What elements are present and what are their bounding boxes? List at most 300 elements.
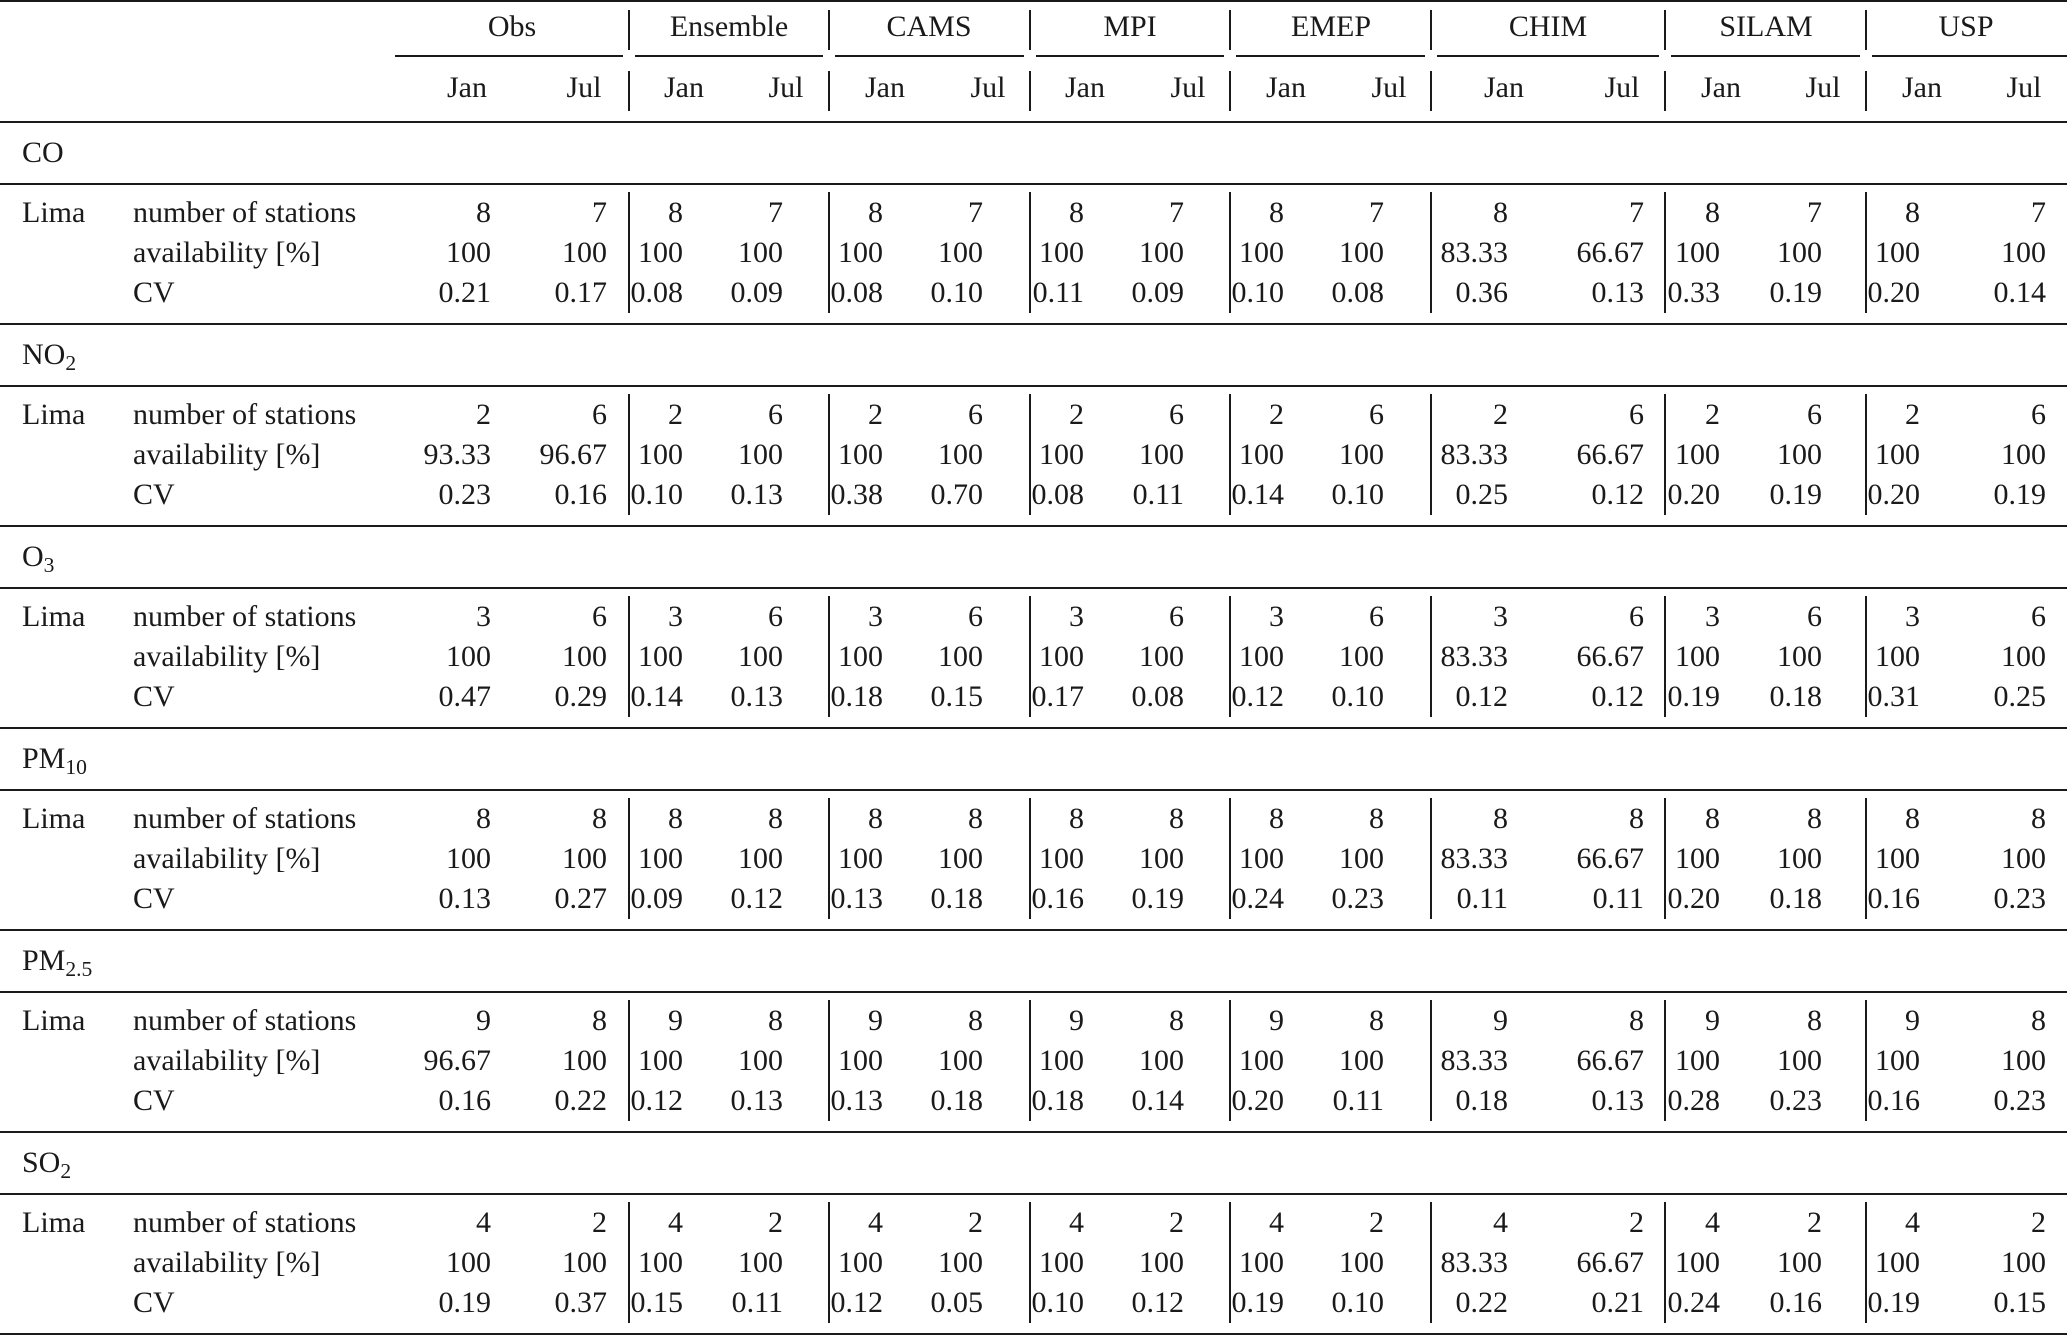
table-cell: 100 — [738, 1044, 783, 1077]
data-separator — [1664, 1000, 1666, 1121]
table-cell: 0.14 — [1993, 276, 2046, 309]
table-cell: 0.37 — [554, 1286, 607, 1319]
data-separator — [1229, 798, 1231, 919]
table-cell: 0.21 — [1591, 1286, 1644, 1319]
table-cell: 2 — [592, 1206, 607, 1239]
table-cell: 9 — [668, 1004, 683, 1037]
table-cell: 3 — [1905, 600, 1920, 633]
metric-label: number of stations — [133, 398, 357, 431]
table-cell: 6 — [968, 600, 983, 633]
table-cell: 2 — [1369, 1206, 1384, 1239]
table-cell: 100 — [1239, 640, 1284, 673]
data-separator — [1664, 192, 1666, 313]
table-cell: 83.33 — [1440, 842, 1508, 875]
table-cell: 100 — [1139, 1044, 1184, 1077]
table-cell: 100 — [2001, 1044, 2046, 1077]
table-cell: 0.18 — [1031, 1084, 1084, 1117]
data-separator — [1865, 1202, 1867, 1323]
table-cell: 100 — [638, 640, 683, 673]
table-cell: 100 — [1039, 236, 1084, 269]
table-cell: 66.67 — [1576, 842, 1644, 875]
data-separator — [1229, 596, 1231, 717]
table-cell: 0.19 — [1993, 478, 2046, 511]
metric-label: availability [%] — [133, 640, 321, 673]
table-cell: 6 — [2031, 600, 2046, 633]
table-cell: 100 — [638, 1044, 683, 1077]
table-cell: 83.33 — [1440, 236, 1508, 269]
table-cell: 6 — [1629, 600, 1644, 633]
table-cell: 7 — [1807, 196, 1822, 229]
month-header-jan: Jan — [1701, 71, 1741, 104]
table-cell: 83.33 — [1440, 438, 1508, 471]
table-cell: 0.15 — [630, 1286, 683, 1319]
table-cell: 100 — [1339, 640, 1384, 673]
table-cell: 100 — [1239, 438, 1284, 471]
table-cell: 100 — [1239, 1044, 1284, 1077]
table-cell: 9 — [476, 1004, 491, 1037]
table-cell: 100 — [638, 236, 683, 269]
table-cell: 0.29 — [554, 680, 607, 713]
table-cell: 6 — [592, 600, 607, 633]
table-cell: 100 — [1777, 842, 1822, 875]
section-bottom-rule — [0, 525, 2067, 527]
table-cell: 2 — [1169, 1206, 1184, 1239]
table-cell: 8 — [668, 802, 683, 835]
month-header-jul: Jul — [768, 71, 804, 104]
table-cell: 0.09 — [630, 882, 683, 915]
column-group-header: USP — [1938, 10, 1994, 43]
data-separator — [1430, 394, 1432, 515]
table-cell: 66.67 — [1576, 236, 1644, 269]
table-cell: 100 — [838, 236, 883, 269]
pollutant-subscript: 2.5 — [65, 957, 93, 982]
month-separator — [1865, 71, 1867, 111]
site-label: Lima — [22, 802, 86, 835]
pollutant-heading — [22, 338, 77, 376]
table-cell: 8 — [1369, 802, 1384, 835]
table-cell: 0.38 — [830, 478, 883, 511]
table-cell: 3 — [1069, 600, 1084, 633]
table-cell: 2 — [768, 1206, 783, 1239]
table-cell: 100 — [1139, 438, 1184, 471]
table-cell: 6 — [1807, 398, 1822, 431]
section-bottom-rule — [0, 929, 2067, 931]
metric-label: availability [%] — [133, 842, 321, 875]
table-cell: 0.12 — [1455, 680, 1508, 713]
table-cell: 8 — [1629, 802, 1644, 835]
table-cell: 100 — [1239, 1246, 1284, 1279]
table-cell: 0.18 — [930, 1084, 983, 1117]
month-header-jul: Jul — [1170, 71, 1206, 104]
table-cell: 3 — [868, 600, 883, 633]
table-cell: 0.09 — [730, 276, 783, 309]
month-separator — [1430, 71, 1432, 111]
month-header-jan: Jan — [1266, 71, 1306, 104]
table-cell: 0.08 — [1031, 478, 1084, 511]
table-cell: 100 — [1039, 1044, 1084, 1077]
table-cell: 3 — [1705, 600, 1720, 633]
table-cell: 100 — [938, 236, 983, 269]
table-cell: 3 — [476, 600, 491, 633]
data-separator — [828, 1202, 830, 1323]
table-cell: 100 — [562, 236, 607, 269]
table-cell: 0.08 — [1131, 680, 1184, 713]
table-cell: 100 — [938, 1246, 983, 1279]
pollutant-name: SO — [22, 1146, 61, 1179]
table-cell: 9 — [1705, 1004, 1720, 1037]
table-cell: 96.67 — [423, 1044, 491, 1077]
table-cell: 100 — [1139, 640, 1184, 673]
table-cell: 7 — [968, 196, 983, 229]
table-cell: 100 — [446, 236, 491, 269]
group-underline — [1872, 55, 2067, 57]
table-cell: 100 — [1875, 640, 1920, 673]
table-cell: 0.24 — [1231, 882, 1284, 915]
site-label: Lima — [22, 1004, 86, 1037]
metric-label: number of stations — [133, 802, 357, 835]
table-cell: 83.33 — [1440, 640, 1508, 673]
pollutant-subscript: 10 — [65, 755, 87, 780]
header-bottom-rule — [0, 121, 2067, 123]
table-cell: 6 — [1169, 600, 1184, 633]
table-cell: 100 — [1039, 1246, 1084, 1279]
table-cell: 100 — [1675, 438, 1720, 471]
table-cell: 8 — [2031, 1004, 2046, 1037]
table-cell: 0.13 — [830, 882, 883, 915]
group-underline — [635, 55, 823, 57]
table-cell: 0.15 — [930, 680, 983, 713]
table-cell: 0.20 — [1231, 1084, 1284, 1117]
table-cell: 2 — [1807, 1206, 1822, 1239]
month-header-jan: Jan — [447, 71, 487, 104]
table-cell: 100 — [1777, 640, 1822, 673]
table-cell: 100 — [1875, 1246, 1920, 1279]
table-cell: 100 — [1675, 1246, 1720, 1279]
table-cell: 0.19 — [438, 1286, 491, 1319]
table-cell: 0.16 — [438, 1084, 491, 1117]
table-cell: 0.16 — [1769, 1286, 1822, 1319]
section-bottom-rule — [0, 323, 2067, 325]
metric-label: CV — [133, 1084, 175, 1117]
table-cell: 100 — [562, 1246, 607, 1279]
table-cell: 8 — [1807, 802, 1822, 835]
table-cell: 0.14 — [630, 680, 683, 713]
section-rule — [0, 183, 2067, 185]
table-cell: 0.11 — [1132, 478, 1184, 511]
pollutant-heading — [22, 1146, 72, 1184]
table-cell: 8 — [1705, 196, 1720, 229]
table-cell: 100 — [1875, 438, 1920, 471]
metric-label: number of stations — [133, 1206, 357, 1239]
data-separator — [828, 596, 830, 717]
section-rule — [0, 385, 2067, 387]
month-header-jan: Jan — [664, 71, 704, 104]
table-cell: 7 — [1369, 196, 1384, 229]
table-cell: 4 — [476, 1206, 491, 1239]
table-cell: 4 — [1069, 1206, 1084, 1239]
table-cell: 100 — [562, 842, 607, 875]
table-cell: 3 — [668, 600, 683, 633]
header-separator — [828, 10, 830, 50]
data-separator — [1029, 1202, 1031, 1323]
table-cell: 100 — [1675, 640, 1720, 673]
table-cell: 100 — [1875, 842, 1920, 875]
table-cell: 0.25 — [1455, 478, 1508, 511]
table-cell: 100 — [738, 842, 783, 875]
group-underline — [1036, 55, 1224, 57]
section-rule — [0, 991, 2067, 993]
table-cell: 100 — [838, 640, 883, 673]
table-cell: 0.09 — [1131, 276, 1184, 309]
table-cell: 100 — [1139, 842, 1184, 875]
table-cell: 0.11 — [731, 1286, 783, 1319]
table-cell: 0.47 — [438, 680, 491, 713]
table-cell: 100 — [562, 640, 607, 673]
data-separator — [1430, 1202, 1432, 1323]
data-separator — [1430, 1000, 1432, 1121]
data-separator — [1229, 192, 1231, 313]
column-group-header: CHIM — [1508, 10, 1588, 43]
data-separator — [1229, 1000, 1231, 1121]
table-cell: 0.18 — [1769, 882, 1822, 915]
month-separator — [1664, 71, 1666, 111]
table-cell: 100 — [1777, 438, 1822, 471]
table-cell: 100 — [738, 640, 783, 673]
table-cell: 0.18 — [830, 680, 883, 713]
metric-label: availability [%] — [133, 438, 321, 471]
metric-label: CV — [133, 882, 175, 915]
table-cell: 0.08 — [630, 276, 683, 309]
table-cell: 2 — [1493, 398, 1508, 431]
metric-label: availability [%] — [133, 236, 321, 269]
table-cell: 0.10 — [930, 276, 983, 309]
table-cell: 100 — [1339, 1246, 1384, 1279]
table-cell: 7 — [1169, 196, 1184, 229]
table-cell: 100 — [446, 1246, 491, 1279]
data-separator — [1664, 1202, 1666, 1323]
data-separator — [628, 394, 630, 515]
data-separator — [1430, 192, 1432, 313]
table-cell: 2 — [1069, 398, 1084, 431]
table-cell: 0.13 — [730, 478, 783, 511]
table-cell: 8 — [476, 802, 491, 835]
table-cell: 2 — [476, 398, 491, 431]
table-cell: 9 — [1269, 1004, 1284, 1037]
pollutant-subscript: 2 — [60, 1159, 72, 1184]
column-group-header: Ensemble — [669, 10, 789, 43]
table-cell: 8 — [1169, 1004, 1184, 1037]
pollutant-heading — [22, 944, 93, 982]
table-cell: 4 — [868, 1206, 883, 1239]
table-cell: 100 — [1875, 236, 1920, 269]
table-cell: 8 — [2031, 802, 2046, 835]
group-underline — [395, 55, 623, 57]
column-group-header: MPI — [1103, 10, 1157, 43]
table-cell: 100 — [1239, 842, 1284, 875]
group-underline — [1236, 55, 1425, 57]
table-cell: 0.10 — [1331, 1286, 1384, 1319]
table-cell: 0.18 — [1455, 1084, 1508, 1117]
table-cell: 6 — [1169, 398, 1184, 431]
month-header-jul: Jul — [2006, 71, 2042, 104]
table-cell: 0.16 — [1867, 1084, 1920, 1117]
table-cell: 0.20 — [1867, 478, 1920, 511]
data-separator — [828, 1000, 830, 1121]
column-group-header: SILAM — [1719, 10, 1813, 43]
data-separator — [1664, 394, 1666, 515]
table-cell: 8 — [1629, 1004, 1644, 1037]
table-cell: 0.25 — [1993, 680, 2046, 713]
table-cell: 93.33 — [423, 438, 491, 471]
table-cell: 0.12 — [730, 882, 783, 915]
month-header-jan: Jan — [865, 71, 905, 104]
table-cell: 8 — [968, 1004, 983, 1037]
month-separator — [1229, 71, 1231, 111]
table-cell: 0.24 — [1667, 1286, 1720, 1319]
table-cell: 2 — [2031, 1206, 2046, 1239]
table-cell: 9 — [868, 1004, 883, 1037]
data-separator — [1029, 1000, 1031, 1121]
table-cell: 6 — [768, 398, 783, 431]
table-cell: 96.67 — [539, 438, 607, 471]
metric-label: CV — [133, 1286, 175, 1319]
metric-label: CV — [133, 276, 175, 309]
group-underline — [835, 55, 1024, 57]
table-cell: 0.18 — [930, 882, 983, 915]
table-cell: 8 — [1493, 196, 1508, 229]
group-underline — [1437, 55, 1659, 57]
header-separator — [628, 10, 630, 50]
table-cell: 0.10 — [1031, 1286, 1084, 1319]
table-cell: 100 — [838, 842, 883, 875]
table-cell: 0.13 — [730, 1084, 783, 1117]
table-cell: 66.67 — [1576, 640, 1644, 673]
header-separator — [1664, 10, 1666, 50]
table-cell: 100 — [2001, 236, 2046, 269]
table-cell: 0.10 — [1231, 276, 1284, 309]
table-cell: 100 — [2001, 842, 2046, 875]
month-header-jan: Jan — [1065, 71, 1105, 104]
table-cell: 4 — [1705, 1206, 1720, 1239]
table-cell: 0.13 — [1591, 276, 1644, 309]
metric-label: availability [%] — [133, 1044, 321, 1077]
table-cell: 100 — [838, 1044, 883, 1077]
table-cell: 8 — [768, 1004, 783, 1037]
table-cell: 0.19 — [1867, 1286, 1920, 1319]
table-cell: 8 — [1493, 802, 1508, 835]
pollutant-subscript: 3 — [43, 553, 55, 578]
table-cell: 100 — [1777, 236, 1822, 269]
table-cell: 100 — [1675, 842, 1720, 875]
table-cell: 100 — [2001, 438, 2046, 471]
table-cell: 8 — [1807, 1004, 1822, 1037]
table-cell: 66.67 — [1576, 1044, 1644, 1077]
table-cell: 100 — [638, 842, 683, 875]
section-bottom-rule — [0, 1131, 2067, 1133]
header-separator — [1865, 10, 1867, 50]
month-header-jul: Jul — [970, 71, 1006, 104]
table-cell: 0.23 — [438, 478, 491, 511]
table-cell: 0.12 — [630, 1084, 683, 1117]
table-cell: 7 — [1629, 196, 1644, 229]
section-rule — [0, 587, 2067, 589]
header-separator — [1029, 10, 1031, 50]
table-cell: 6 — [1629, 398, 1644, 431]
table-cell: 8 — [1705, 802, 1720, 835]
table-cell: 100 — [1139, 236, 1184, 269]
table-cell: 0.14 — [1231, 478, 1284, 511]
table-cell: 100 — [446, 640, 491, 673]
pollutant-name: NO — [22, 338, 66, 371]
table-cell: 4 — [1493, 1206, 1508, 1239]
table-cell: 0.12 — [1591, 478, 1644, 511]
table-cell: 4 — [1905, 1206, 1920, 1239]
table-cell: 0.19 — [1769, 478, 1822, 511]
table-cell: 100 — [1139, 1246, 1184, 1279]
table-cell: 0.33 — [1667, 276, 1720, 309]
table-cell: 0.21 — [438, 276, 491, 309]
table-cell: 0.23 — [1993, 1084, 2046, 1117]
table-cell: 6 — [2031, 398, 2046, 431]
table-cell: 100 — [1039, 640, 1084, 673]
table-cell: 4 — [668, 1206, 683, 1239]
metric-label: availability [%] — [133, 1246, 321, 1279]
table-cell: 66.67 — [1576, 1246, 1644, 1279]
table-cell: 100 — [1875, 1044, 1920, 1077]
month-header-jul: Jul — [566, 71, 602, 104]
pollutant-heading — [22, 742, 87, 780]
metric-label: number of stations — [133, 600, 357, 633]
table-cell: 0.12 — [1591, 680, 1644, 713]
table-cell: 0.70 — [930, 478, 983, 511]
pollutant-name: CO — [22, 136, 64, 169]
table-cell: 0.23 — [1993, 882, 2046, 915]
table-cell: 83.33 — [1440, 1044, 1508, 1077]
section-bottom-rule — [0, 727, 2067, 729]
metric-label: CV — [133, 478, 175, 511]
table-cell: 100 — [1675, 236, 1720, 269]
data-separator — [628, 798, 630, 919]
table-cell: 4 — [1269, 1206, 1284, 1239]
header-separator — [1229, 10, 1231, 50]
table-cell: 8 — [1269, 802, 1284, 835]
top-rule — [0, 0, 2067, 2]
data-separator — [1664, 596, 1666, 717]
month-separator — [628, 71, 630, 111]
table-cell: 100 — [938, 640, 983, 673]
table-cell: 8 — [1069, 802, 1084, 835]
table-cell: 8 — [668, 196, 683, 229]
table-cell: 100 — [738, 1246, 783, 1279]
table-cell: 100 — [1239, 236, 1284, 269]
table-cell: 8 — [1169, 802, 1184, 835]
pollutant-subscript: 2 — [65, 351, 77, 376]
table-cell: 100 — [938, 1044, 983, 1077]
table-cell: 0.14 — [1131, 1084, 1184, 1117]
data-separator — [1029, 596, 1031, 717]
table-cell: 8 — [1069, 196, 1084, 229]
table-cell: 0.19 — [1769, 276, 1822, 309]
data-separator — [1029, 394, 1031, 515]
data-separator — [1865, 394, 1867, 515]
table-cell: 0.19 — [1231, 1286, 1284, 1319]
data-separator — [828, 192, 830, 313]
data-separator — [1229, 394, 1231, 515]
table-cell: 2 — [1269, 398, 1284, 431]
pollutant-heading — [22, 540, 55, 578]
table-cell: 0.11 — [1456, 882, 1508, 915]
table-cell: 0.22 — [1455, 1286, 1508, 1319]
